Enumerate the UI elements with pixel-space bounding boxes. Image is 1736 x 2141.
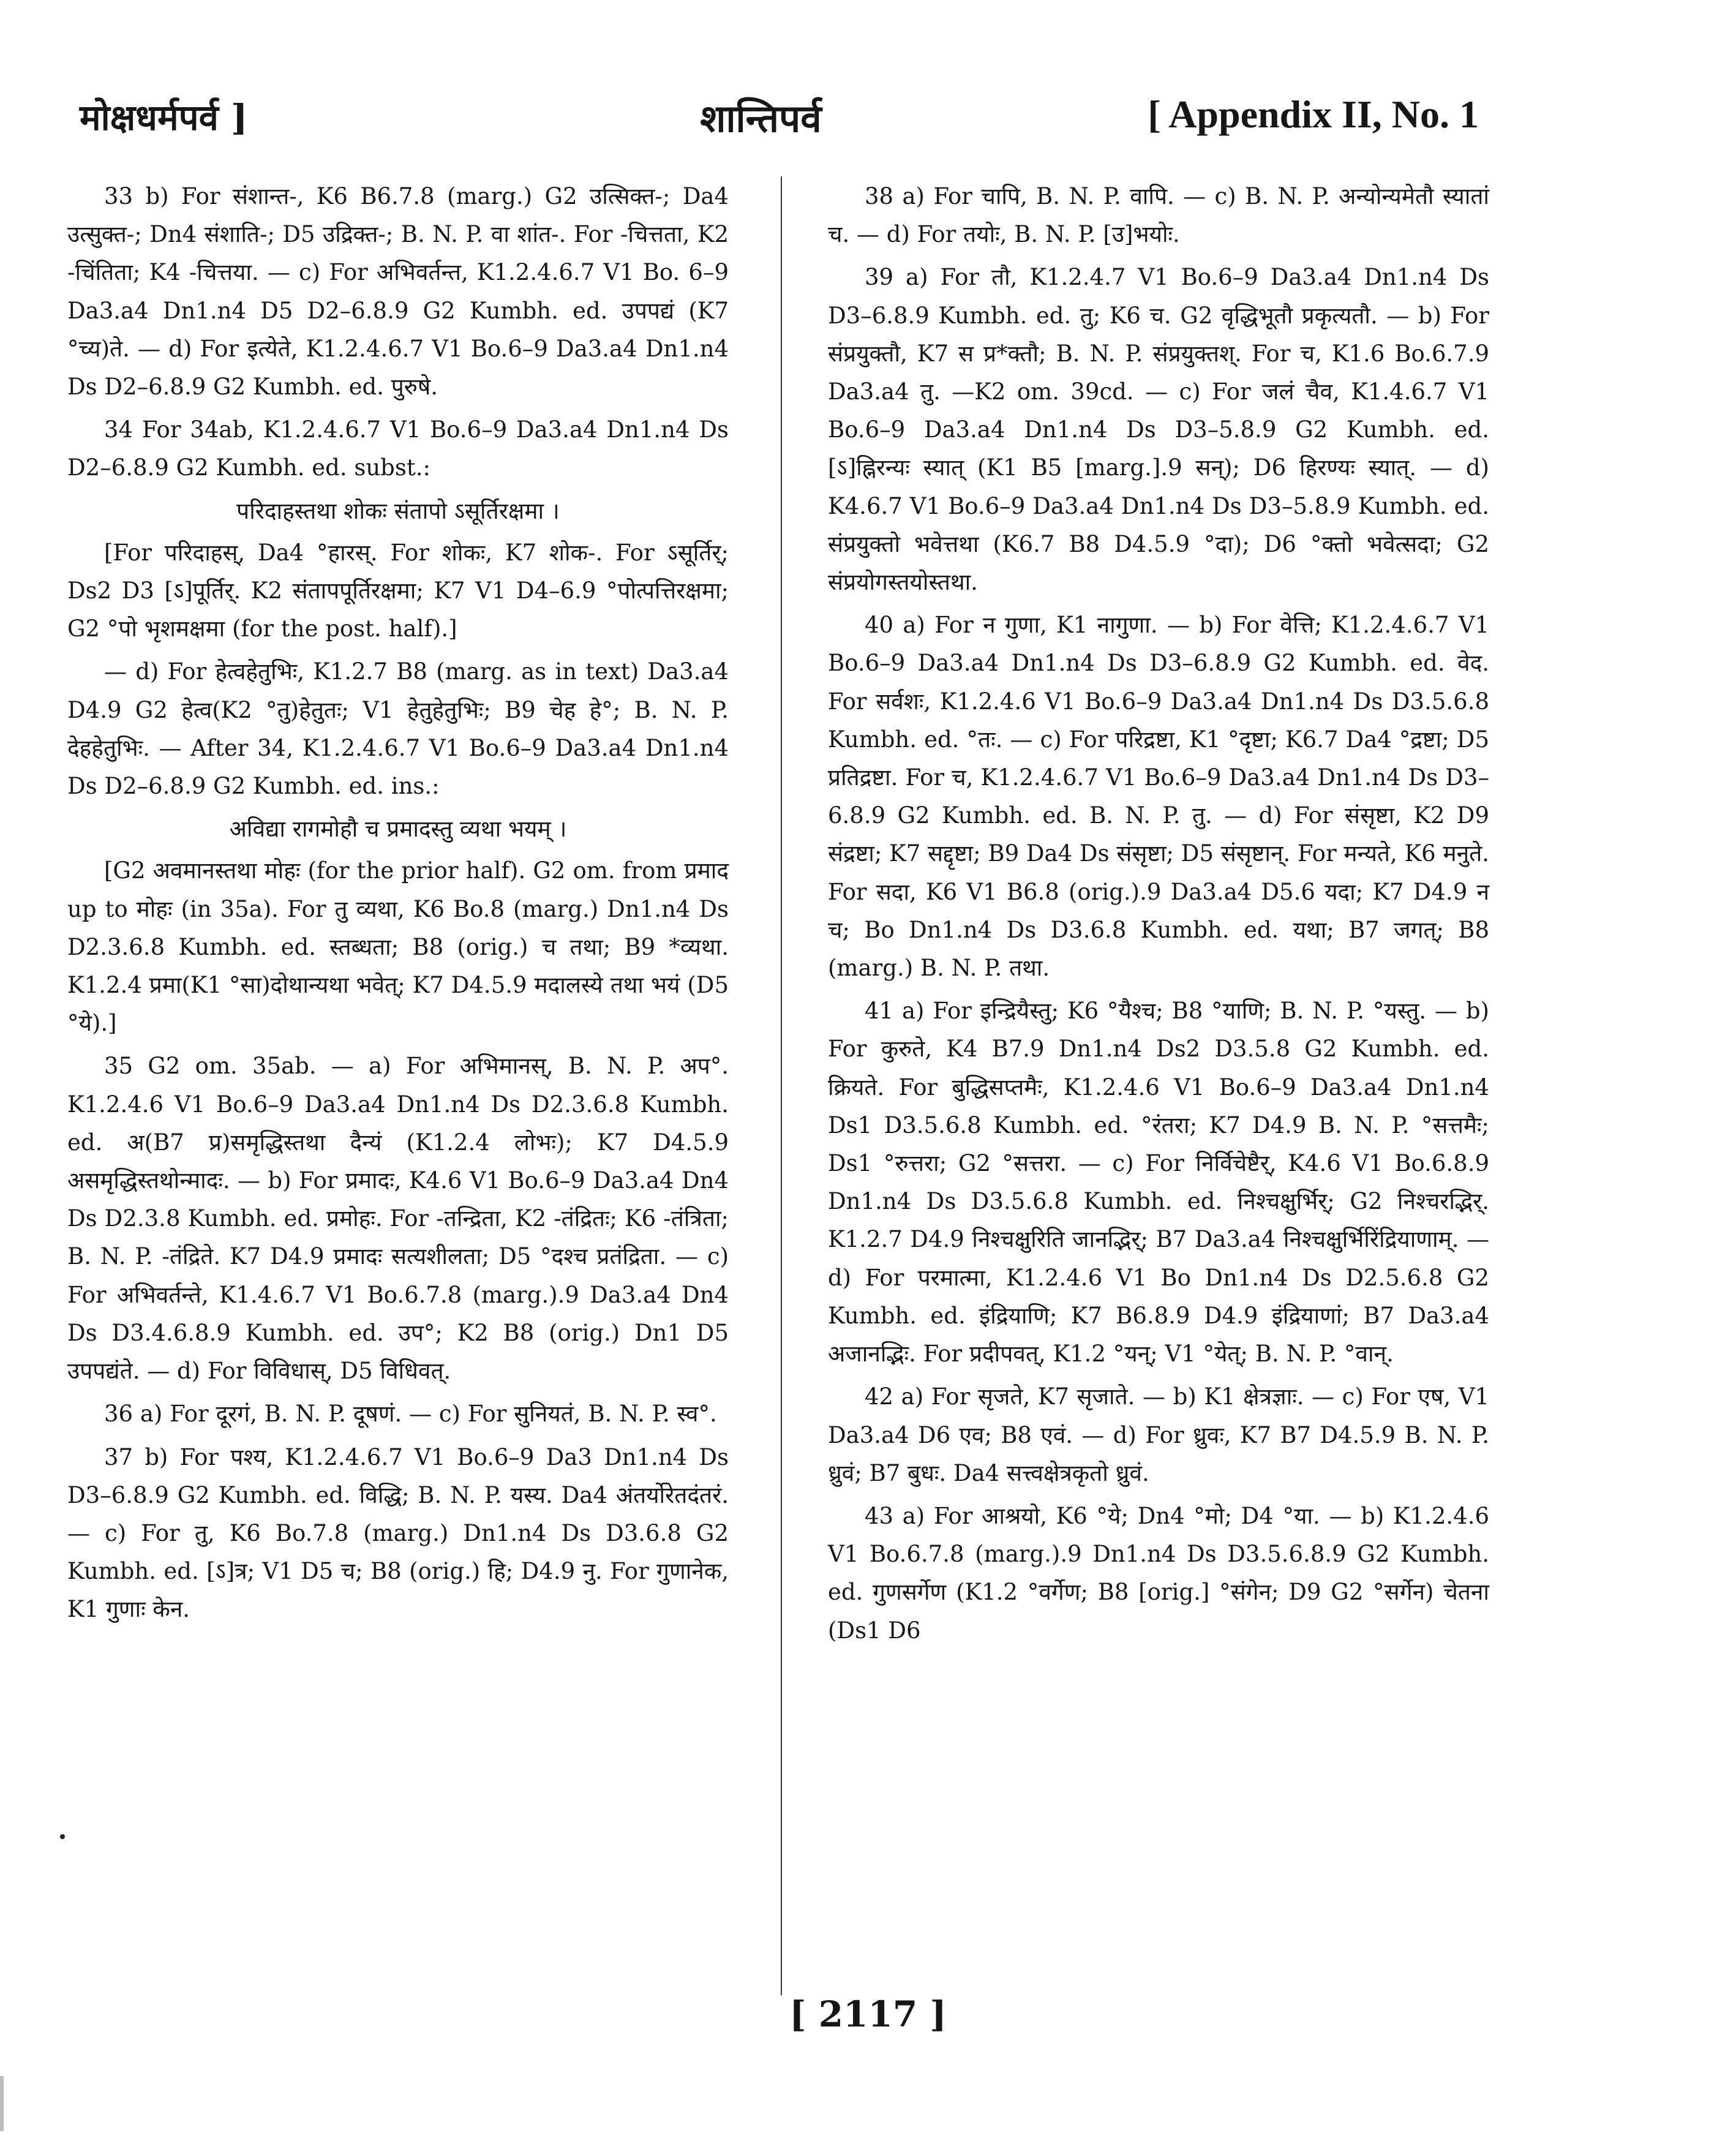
margin-mark bbox=[60, 1834, 65, 1839]
note-36: 36 a) For दूरगं, B. N. P. दूषणं. — c) For सुनियतं, B. N. P. स्व°. bbox=[104, 1401, 717, 1428]
header-book-title: शान्तिपर्व bbox=[700, 96, 822, 141]
note-37: 37 b) For पश्य, K1.2.4.6.7 V1 Bo.6–9 Da3 Dn1.n4 Ds D3–6.8.9 G2 Kumbh. ed. विद्धि; B. N. P. यस्य. Da4 अंतर्योरेतदंतरं. — c) For तु, K6 Bo.7.8 (marg.) Dn1.n4 Ds D3.6.8 G2 Kumbh. ed. [ऽ]त्र; V1 D5 च; B8 (orig.) हि; D4.9 नु. For गुणानेक, K1 गुणाः केन. bbox=[67, 1443, 729, 1623]
note-35: 35 G2 om. 35ab. — a) For अभिमानस्, B. N. P. अप°. K1.2.4.6 V1 Bo.6–9 Da3.a4 Dn1.n4 Ds D2.3.6.8 Kumbh. ed. अ(B7 प्र)समृद्धिस्तथा दैन्यं (K1.2.4 लोभः); K7 D4.5.9 असमृद्धिस्तथोन्मादः. — b) For प्रमादः, K4.6 V1 Bo.6–9 Da3.a4 Dn4 Ds D2.3.8 Kumbh. ed. प्रमोहः. For -तन्द्रिता, K2 -तंद्रितः; K6 -तंत्रिता; B. N. P. -तंद्रिते. K7 D4.9 प्रमादः सत्यशीलता; D5 °दश्च प्रतंद्रिता. — c) For अभिवर्तन्ते, K1.4.6.7 V1 Bo.6.7.8 (marg.).9 Da3.a4 Dn4 Ds D3.4.6.8.9 Kumbh. ed. उप°; K2 B8 (orig.) Dn1 D5 उपपद्यंते. — d) For विविधास्, D5 विधिवत्. bbox=[67, 1053, 729, 1385]
header-left-section-title: मोक्षधर्मपर्व ] bbox=[80, 97, 248, 138]
left-column bbox=[67, 178, 729, 1634]
note-34-insertion-variants: [G2 अवमानस्तथा मोहः (for the prior half). G2 om. from प्रमाद up to मोहः (in 35a). For तु व्यथा, K6 Bo.8 (marg.) Dn1.n4 Ds D2.3.6.8 Kumbh. ed. स्तब्धता; B8 (orig.) च तथा; B9 *व्यथा. K1.2.4 प्रमा(K1 °सा)दोथान्यथा भवेत्; K7 D4.5.9 मदालस्ये तथा भयं (D5 °ये).] bbox=[67, 857, 729, 1037]
header-appendix-reference: [ Appendix II, No. 1 bbox=[1148, 92, 1479, 136]
note-33: 33 b) For संशान्त-, K6 B6.7.8 (marg.) G2 उत्सिक्त-; Da4 उत्सुक्त-; Dn4 संशाति-; D5 उद्रिक्त-; B. N. P. वा शांत-. For -चित्तता, K2 -चिंतिता; K4 -चित्तया. — c) For अभिवर्तन्त, K1.2.4.6.7 V1 Bo. 6–9 Da3.a4 Dn1.n4 D5 D2–6.8.9 G2 Kumbh. ed. उपपद्यं (K7 °च्य)ते. — d) For इत्येते, K1.2.4.6.7 V1 Bo.6–9 Da3.a4 Dn1.n4 Ds D2–6.8.9 G2 Kumbh. ed. पुरुषे. bbox=[67, 183, 729, 401]
note-38: 38 a) For चापि, B. N. P. वापि. — c) B. N. P. अन्योन्यमेतौ स्यातां च. — d) For तयोः, B. N. P. [उ]भयोः. bbox=[828, 183, 1489, 248]
column-divider bbox=[781, 176, 782, 1995]
verse-34-substitution: परिदाहस्तथा शोकः संतापो ऽसूर्तिरक्षमा । bbox=[236, 497, 560, 524]
note-40: 40 a) For न गुणा, K1 नागुणा. — b) For वेत्ति; K1.2.4.6.7 V1 Bo.6–9 Da3.a4 Dn1.n4 Ds D3–6.8.9 G2 Kumbh. ed. वेद. For सर्वशः, K1.2.4.6 V1 Bo.6–9 Da3.a4 Dn1.n4 Ds D3.5.6.8 Kumbh. ed. °तः. — c) For परिद्रष्टा, K1 °दृष्टा; K6.7 Da4 °द्रष्टा; D5 प्रतिद्रष्टा. For च, K1.2.4.6.7 V1 Bo.6–9 Da3.a4 Dn1.n4 Ds D3–6.8.9 G2 Kumbh. ed. B. N. P. तु. — d) For संसृष्टा, K2 D9 संद्रष्टा; K7 सद्दृष्टा; B9 Da4 Ds संसृष्टा; D5 संसृष्टान्. For मन्यते, K6 मनुते. For सदा, K6 V1 B6.8 (orig.).9 Da3.a4 D5.6 यदा; K7 D4.9 न च; Bo Dn1.n4 Ds D3.6.8 Kumbh. ed. यथा; B7 जगत्; B8 (marg.) B. N. P. तथा. bbox=[828, 612, 1489, 982]
note-34-variants: [For परिदाहस्, Da4 °हारस्. For शोकः, K7 शोक-. For ऽसूर्तिर्; Ds2 D3 [ऽ]पूर्तिर्. K2 संतापपूर्तिरक्षमा; K7 V1 D4–6.9 °पोत्पत्तिरक्षमा; G2 °पो भृशमक्षमा (for the post. half).] bbox=[67, 539, 729, 642]
page-number: [ 2117 ] bbox=[789, 1993, 947, 2035]
scan-edge bbox=[0, 2076, 4, 2131]
right-column bbox=[828, 178, 1489, 1655]
note-34-d: — d) For हेत्वहेतुभिः, K1.2.7 B8 (marg. as in text) Da3.a4 D4.9 G2 हेत्व(K2 °तु)हेतुतः; V1 हेतुहेतुभिः; B9 चेह हे°; B. N. P. देहहेतुभिः. — After 34, K1.2.4.6.7 V1 Bo.6–9 Da3.a4 Dn1.n4 Ds D2–6.8.9 G2 Kumbh. ed. ins.: bbox=[67, 658, 729, 800]
verse-34-insertion: अविद्या रागमोहौ च प्रमादस्तु व्यथा भयम् । bbox=[229, 816, 567, 843]
note-41: 41 a) For इन्द्रियैस्तु; K6 °यैश्च; B8 °याणि; B. N. P. °यस्तु. — b) For कुरुते, K4 B7.9 Dn1.n4 Ds2 D3.5.8 G2 Kumbh. ed. क्रियते. For बुद्धिसप्तमैः, K1.2.4.6 V1 Bo.6–9 Da3.a4 Dn1.n4 Ds1 D3.5.6.8 Kumbh. ed. °रंतरा; K7 D4.9 B. N. P. °सत्तमैः; Ds1 °रुत्तरा; G2 °सत्तरा. — c) For निर्विचेष्टैर्, K4.6 V1 Bo.6.8.9 Dn1.n4 Ds D3.5.6.8 Kumbh. ed. निश्चक्षुर्भिर्; G2 निश्चरद्भिर्. K1.2.7 D4.9 निश्चक्षुरिति जानद्भिर्; B7 Da3.a4 निश्चक्षुर्भिरिंद्रियाणाम्. — d) For परमात्मा, K1.2.4.6 V1 Bo Dn1.n4 Ds D2.5.6.8 G2 Kumbh. ed. इंद्रियाणि; K7 B6.8.9 D4.9 इंद्रियाणां; B7 Da3.a4 अजानद्भिः. For प्रदीपवत्, K1.2 °यन्; V1 °येत्; B. N. P. °वान्. bbox=[828, 998, 1489, 1368]
note-42: 42 a) For सृजते, K7 सृजाते. — b) K1 क्षेत्रज्ञाः. — c) For एष, V1 Da3.a4 D6 एव; B8 एवं. — d) For ध्रुवः, K7 B7 D4.5.9 B. N. P. ध्रुवं; B7 बुधः. Da4 सत्त्वक्षेत्रकृतो ध्रुवं. bbox=[828, 1383, 1489, 1486]
note-39: 39 a) For तौ, K1.2.4.7 V1 Bo.6–9 Da3.a4 Dn1.n4 Ds D3–6.8.9 Kumbh. ed. तु; K6 च. G2 वृद्धिभूतौ प्रकृत्यतौ. — b) For संप्रयुक्तौ, K7 स प्र*क्तौ; B. N. P. संप्रयुक्तश्. For च, K1.6 Bo.6.7.9 Da3.a4 तु. —K2 om. 39cd. — c) For जलं चैव, K1.4.6.7 V1 Bo.6–9 Da3.a4 Dn1.n4 Ds D3–5.8.9 G2 Kumbh. ed. [ऽ]ह्निरन्यः स्यात् (K1 B5 [marg.].9 सन्); D6 हिरण्यः स्यात्. — d) K4.6.7 V1 Bo.6–9 Da3.a4 Dn1.n4 Ds D3–5.8.9 Kumbh. ed. संप्रयुक्तो भवेत्तथा (K6.7 B8 D4.5.9 °दा); D6 °क्तो भवेत्सदा; G2 संप्रयोगस्तयोस्तथा. bbox=[828, 264, 1489, 596]
page-header bbox=[43, 92, 1479, 159]
note-34: 34 For 34ab, K1.2.4.6.7 V1 Bo.6–9 Da3.a4 Dn1.n4 Ds D2–6.8.9 G2 Kumbh. ed. subst.: bbox=[67, 416, 729, 481]
note-43: 43 a) For आश्रयो, K6 °ये; Dn4 °मो; D4 °या. — b) K1.2.4.6 V1 Bo.6.7.8 (marg.).9 Dn1.n4 Ds D3.5.6.8.9 G2 Kumbh. ed. गुणसर्गेण (K1.2 °वर्गेण; B8 [orig.] °संगेन; D9 G2 °सर्गेन) चेतना (Ds1 D6 bbox=[828, 1502, 1489, 1644]
